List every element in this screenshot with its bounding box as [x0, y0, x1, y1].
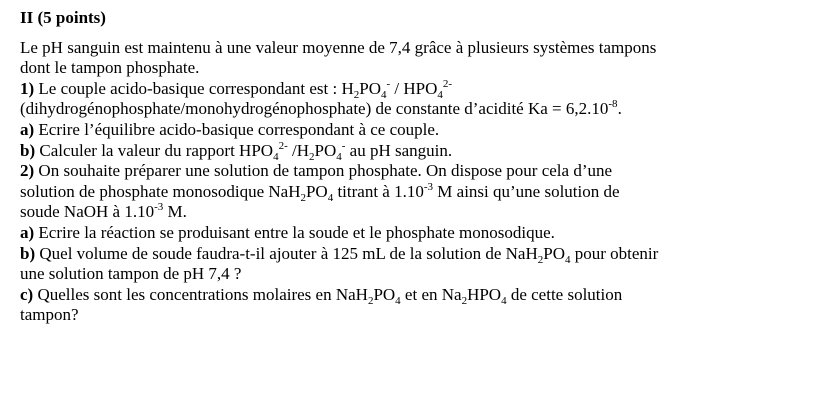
question-2a: a) Ecrire la réaction se produisant entre la soude et le phosphate monosodique. [20, 222, 555, 242]
ratio-formula: $HPO_4^{2-}$ $/H_2PO_4^-$ [239, 139, 346, 163]
question-2c: c) Quelles sont les concentrations molaires en $NaH_2PO_4$ et en $Na_2HPO_4$ de cette solution [20, 284, 623, 307]
question-1b: b) Calculer la valeur du rapport $HPO_4^{2-}$ $/H_2PO_4^-$ au pH sanguin. [20, 139, 453, 163]
exercise-title: II (5 points) [20, 8, 106, 27]
question-2b-line-2: une solution tampon de pH 7,4 ? [20, 264, 242, 284]
ka-exponent: -8 [608, 98, 618, 111]
question-2-line-1: 2) On souhaite préparer une solution de tampon phosphate. On dispose pour cela d’une [20, 161, 613, 181]
intro-line-2: dont le tampon phosphate. [20, 58, 200, 78]
question-1-line-2: (dihydrogénophosphate/monohydrogénophosphate) de constante d’acidité $Ka = 6,2.10^{-8}$. [20, 98, 622, 119]
question-2-line-2: solution de phosphate monosodique $NaH_2PO_4$ titrant à $1.10^{-3}$ M ainsi qu’une solution de [20, 180, 620, 204]
question-1a: a) Ecrire l’équilibre acido-basique correspondant à ce couple. [20, 119, 440, 139]
intro-paragraph [20, 38, 826, 79]
base-formula: $HPO_4^{2-}$ [403, 77, 453, 101]
question-2-number: 2) [20, 161, 35, 181]
question-2c-line-2: tampon? [20, 305, 79, 325]
intro-line-1: Le pH sanguin est maintenu à une valeur moyenne de 7,4 grâce à plusieurs systèmes tampons [20, 37, 657, 57]
question-2-line-3: soude NaOH à $1.10^{-3}$ M. [20, 201, 187, 222]
question-1-line-1: 1) Le couple acido-basique correspondant est : $H_2PO_4^- / HPO_4^{2-}$ [20, 77, 453, 101]
question-1-number: 1) [20, 78, 35, 98]
acid-formula: $H_2PO_4^-$ [341, 77, 391, 101]
question-2b: b) Quel volume de soude faudra-t-il ajouter à 125 mL de la solution de $NaH_2PO_4$ pour obtenir [20, 243, 659, 266]
